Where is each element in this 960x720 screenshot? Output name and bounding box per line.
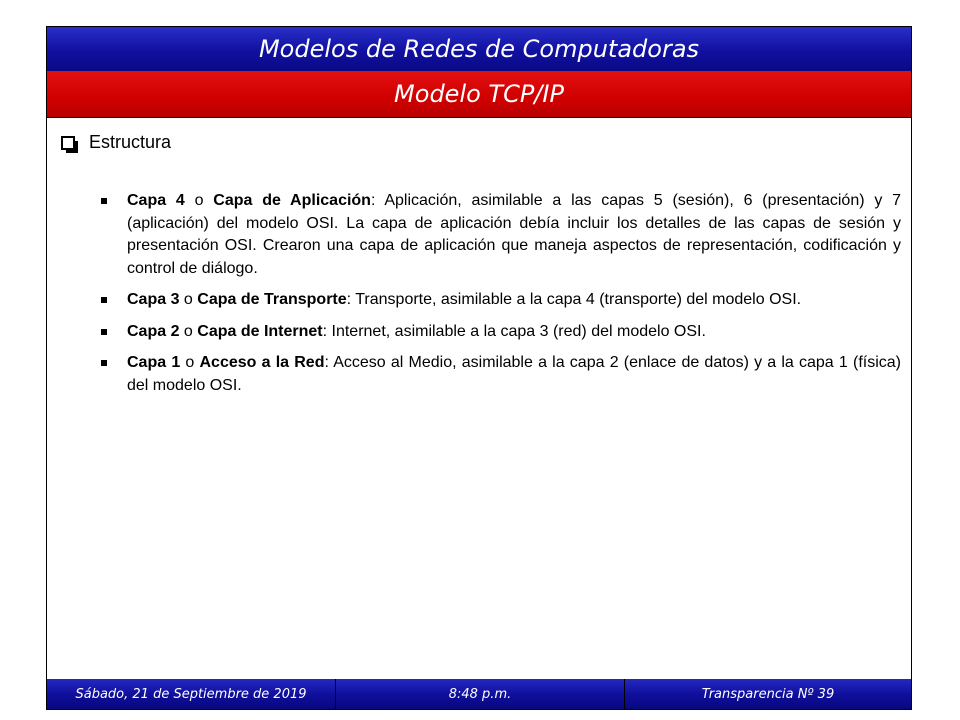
square-bullet-icon [101, 329, 107, 335]
section-heading [61, 132, 171, 153]
list-item [101, 289, 901, 312]
checkbox-bullet-icon [61, 136, 75, 150]
layer-list [101, 190, 901, 406]
item-bold-text: Acceso a la Red [199, 354, 325, 371]
item-text: o [179, 322, 198, 340]
slide-subtitle: Modelo TCP/IP [47, 71, 911, 118]
square-bullet-icon [101, 198, 107, 204]
item-bold-text: Capa 4 [127, 192, 185, 209]
item-text: : Aplicación, asimilable a las capas 5 (sesión), 6 (presentación) y 7 (aplicación) del modelo OSI. La capa de aplicación debía incluir los detalles de las capas de sesión y presentación OSI. Crearon una capa de aplicación que maneja aspectos de representación, codificación y control de diálogo. [127, 192, 902, 277]
footer-bar [47, 679, 911, 709]
item-bold-text: Capa de Aplicación [213, 192, 371, 209]
square-bullet-icon [101, 360, 107, 366]
slide [46, 26, 912, 710]
item-text: : Internet, asimilable a la capa 3 (red) del modelo OSI. [322, 322, 706, 340]
item-bold-text: Capa 3 [127, 291, 180, 308]
footer-slide-number: Transparencia Nº 39 [701, 686, 835, 702]
item-text: o [180, 354, 200, 371]
list-item [101, 352, 901, 397]
item-bold-text: Capa 2 [127, 322, 180, 340]
slide-title: Modelos de Redes de Computadoras [47, 27, 911, 71]
item-text: o [179, 291, 198, 308]
section-heading-text: Estructura [89, 132, 172, 152]
list-item [101, 190, 901, 280]
list-item [101, 321, 901, 344]
square-bullet-icon [101, 297, 107, 303]
footer-date: Sábado, 21 de Septiembre de 2019 [47, 679, 336, 709]
item-text: : Acceso al Medio, asimilable a la capa 2 (enlace de datos) y a la capa 1 (física) del modelo OSI. [127, 354, 901, 394]
item-bold-text: Capa de Internet [197, 322, 323, 340]
item-bold-text: Capa 1 [127, 354, 181, 371]
item-text: : Transporte, asimilable a la capa 4 (transporte) del modelo OSI. [346, 291, 802, 308]
item-bold-text: Capa de Transporte [197, 291, 347, 308]
footer-time: 8:48 p.m. [336, 679, 625, 709]
item-text: o [184, 192, 214, 209]
